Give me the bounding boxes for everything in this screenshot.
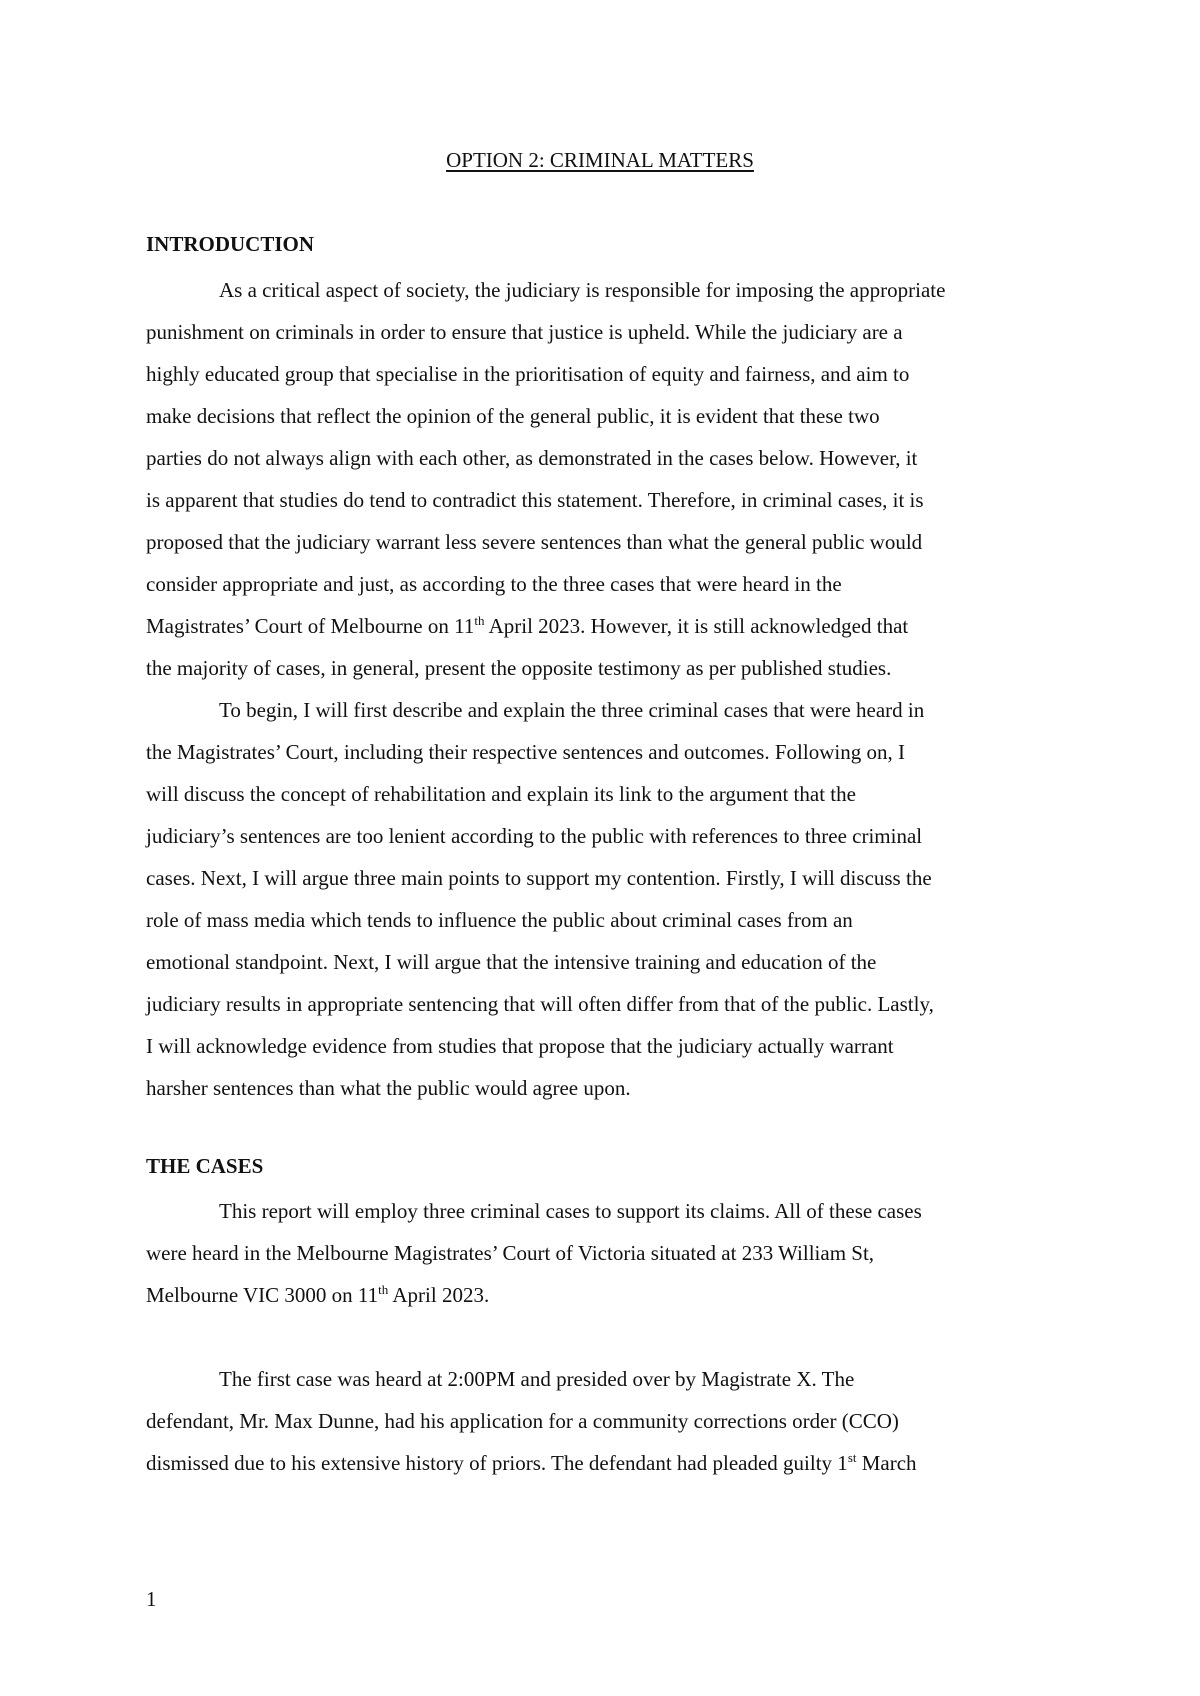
page-number: 1 [146,1587,157,1611]
ordinal-superscript: th [474,613,485,628]
text-segment: March [856,1451,917,1475]
text-segment: April 2023. However, it is still acknowledged that [484,614,909,638]
introduction-paragraph-1 [146,269,1066,689]
ordinal-superscript: st [847,1450,857,1465]
text-line: parties do not always align with each other, as demonstrated in the cases below. However, it [146,446,918,470]
text-line: will discuss the concept of rehabilitation and explain its link to the argument that the [146,782,856,806]
text-line: emotional standpoint. Next, I will argue that the intensive training and education of the [146,950,877,974]
section-heading-introduction: INTRODUCTION [146,232,315,256]
text-line: make decisions that reflect the opinion of the general public, it is evident that these two [146,404,880,428]
text-segment: dismissed due to his extensive history of priors. The defendant had pleaded guilty 1 [146,1451,848,1475]
section-heading-the-cases: THE CASES [146,1154,264,1178]
text-line: proposed that the judiciary warrant less severe sentences than what the general public would [146,530,923,554]
text-line: cases. Next, I will argue three main points to support my contention. Firstly, I will discuss the [146,866,932,890]
text-line: As a critical aspect of society, the judiciary is responsible for imposing the appropriate [219,278,946,302]
text-line: consider appropriate and just, as according to the three cases that were heard in the [146,572,842,596]
text-line-with-superscript [146,1442,1066,1484]
text-line: This report will employ three criminal cases to support its claims. All of these cases [219,1199,922,1223]
text-line-with-superscript [146,605,1066,647]
text-line: The first case was heard at 2:00PM and presided over by Magistrate X. The [219,1367,855,1391]
text-line: I will acknowledge evidence from studies that propose that the judiciary actually warrant [146,1034,894,1058]
text-line: were heard in the Melbourne Magistrates’ Court of Victoria situated at 233 William St, [146,1241,875,1265]
text-line: role of mass media which tends to influence the public about criminal cases from an [146,908,853,932]
text-line: judiciary’s sentences are too lenient according to the public with references to three criminal [146,824,923,848]
text-segment: April 2023. [388,1283,490,1307]
text-line: judiciary results in appropriate sentencing that will often differ from that of the public. Lastly, [146,992,934,1016]
introduction-paragraph-2 [146,689,1066,1109]
text-line: punishment on criminals in order to ensure that justice is upheld. While the judiciary are a [146,320,903,344]
text-line: the Magistrates’ Court, including their respective sentences and outcomes. Following on, I [146,740,905,764]
text-line: is apparent that studies do tend to contradict this statement. Therefore, in criminal cases, it is [146,488,924,512]
cases-paragraph-1 [146,1190,1066,1316]
text-segment: Magistrates’ Court of Melbourne on 11 [146,614,475,638]
text-line: highly educated group that specialise in the prioritisation of equity and fairness, and aim to [146,362,910,386]
text-line: harsher sentences than what the public would agree upon. [146,1076,631,1100]
document-title: OPTION 2: CRIMINAL MATTERS [446,148,754,172]
text-line: the majority of cases, in general, present the opposite testimony as per published studies. [146,656,892,680]
text-line-with-superscript [146,1274,1066,1316]
text-line: defendant, Mr. Max Dunne, had his application for a community corrections order (CCO) [146,1409,899,1433]
text-line: To begin, I will first describe and explain the three criminal cases that were heard in [219,698,925,722]
ordinal-superscript: th [378,1282,389,1297]
cases-paragraph-2 [146,1358,1066,1484]
text-segment: Melbourne VIC 3000 on 11 [146,1283,379,1307]
